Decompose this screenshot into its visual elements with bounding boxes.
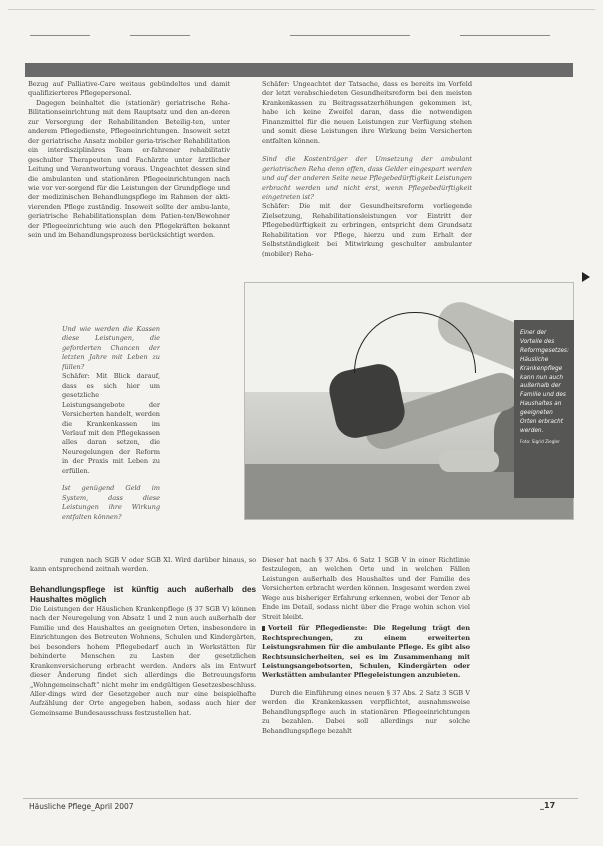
photo-credit: Foto: Sigrid Ziegler — [520, 438, 560, 444]
header-rules — [30, 35, 570, 37]
bullet-icon — [262, 626, 265, 631]
top-rule — [8, 9, 595, 10]
answer: Schäfer: Die mit der Gesundheitsreform vorliegende Zielsetzung, Rehabilitationsleistungen vor Eintritt der Pflegebedürftigkeit zu erbringen, entspricht dem Grundsatz Rehabilitation vor Pflege, hierzu und zum Erhalt der Selbstständigkeit bei Mitwirkung geschulter ambulanter (mobiler) Reha- — [262, 202, 472, 258]
footer-publication: Häusliche Pflege_April 2007 — [29, 802, 134, 811]
paragraph: Dieser hat nach § 37 Abs. 6 Satz 1 SGB V in einer Richtlinie festzulegen, an welchen Orte und in welchen Fällen Leistungen außerhalb des Haushaltes und der Familie des Versicherten erbracht werden können. Insgesamt werden zwei Wege aus bisheriger Erfahrung erkennen, wobei der Tenor ab Ende im Detail, sodass nicht über die Frage wohin schon viel Streit bleibt. — [262, 556, 470, 621]
column-a-interview — [62, 325, 160, 521]
photo-caption — [520, 329, 570, 447]
question: Und wie werden die Kassen diese Leistungen, die geforderten Chancen der letzten Jahre mit Leben zu füllen? — [62, 325, 160, 371]
caption-text: Einer der Vorteile des Reformgesetzes: Häusliche Krankenpflege kann nun auch außerhalb der Familie und des Haushaltes an geeigneten Orten erbracht werden. — [520, 330, 569, 434]
column-b-upper — [262, 80, 472, 280]
continue-arrow-icon — [582, 272, 590, 282]
page-number: _17 — [540, 801, 556, 810]
answer: Schäfer: Ungeachtet der Tatsache, dass es bereits im Vorfeld der letzt verabschiedeten Gesundheitsreform bei den meisten Krankenkassen zu Beitragssatzerhöhungen gekommen ist, habe ich keine Zweifel daran, dass die notwendigen Finanzmittel für die neuen Leistungen zur Verfügung stehen und somit diese Leistungen ihre Wirkung beim Versicherten entfalten können. — [262, 80, 472, 145]
column-a-lower — [30, 556, 256, 796]
question: Sind die Kostenträger der Umsetzung der ambulant geriatrischen Reha denn offen, dass Gelder eingespart werden und auf der anderen Seite neue Pflegebedürftigkeit Leistungen erbracht werden und nicht erst, wenn Pflegebedürftigkeit eingetreten ist? — [262, 155, 472, 201]
section-heading: Behandlungspflege ist künftig auch außerhalb des Haushaltes möglich — [30, 584, 256, 604]
header-band — [25, 63, 573, 77]
column-b-lower — [262, 556, 470, 796]
paragraph: Dagegen beinhaltet die (stationär) geriatrische Reha-Bilitationseinrichtung mit dem Rauptsatz und den an-deren zur Versorgung der Rehabilitanden Beteilig-ten, unter anderem Pflegedienste, Pflegeeinrichtungen. Insoweit setzt der geriatrische Ansatz mobiler geria-trischer Rehabilitation ein interdisziplinäres Team er-fahrener rehabilitativ geschulter Therapeuten und Fachärzte unter ärztlicher Leitung und Verantwortung voraus. Ungeachtet dessen sind die ambulanten und stationären Pflegeeinrichtungen nach wie vor ver-sorgend für die Leistungen der Grundpflege und der medizinischen Behandlungspflege im Rahmen der akti-vierenden Pflege zuständig. Insoweit sollte der ambu-lante, geriatrische Rehabilitationsplan dem Patien-ten/Bewohner der Pflegeeinrichtung wie auch den Pflegekräften bekannt sein und im Behandlungsprozess berücksichtigt werden. — [28, 98, 230, 240]
paragraph: Bezug auf Palliative-Care weitaus gebündeltes und damit qualifizierteres Pflegepersonal. — [28, 80, 230, 98]
footer-rule — [23, 798, 578, 799]
question: Ist genügend Geld im System, dass diese Leistungen ihre Wirkung entfalten können? — [62, 484, 160, 521]
bullet-item: Vorteil für Pflegedienste: Die Regelung trägt den Rechtsprechungen, zu einem erweiterten Leistungsrahmen für die ambulante Pflege. Es gibt also Rechtsunsicherheiten, sei es im Zusammenhang mit Leistungsangebotsorten, Schulen, Kindergärten oder Werkstätten ambulanter Pflegeleistungen anzubieten. — [262, 624, 470, 680]
paragraph: rungen nach SGB V oder SGB XI. Wird darüber hinaus, so kann entsprechend zeitnah werden. — [30, 556, 256, 574]
paragraph: Durch die Einführung eines neuen § 37 Abs. 2 Satz 3 SGB V werden die Krankenkassen verpflichtet, ausnahmsweise Behandlungspflege auch in stationären Pflegeeinrichtungen zu bezahlen. Dabei soll allerdings nur solche Behandlungspflege bezahlt — [262, 688, 470, 735]
paragraph: Die Leistungen der Häuslichen Krankenpflege (§ 37 SGB V) können nach der Neuregelung von Absatz 1 und 2 nun auch außerhalb der Familie und des Haushaltes an geeigneten Orten, insbesondere in Einrichtungen des Betreuten Wohnens, Schulen und Kindergärten, bei besonders hohem Pflegebedarf auch in Werkstätten für behinderte Menschen zu Lasten der gesetzlichen Krankenversicherung erbracht werden. Anders als im Entwurf dieser Änderung findet sich allerdings die Betreuungsform „Wohngemeinschaft“ nicht mehr im endgültigen Gesetzesbeschluss. Aller-dings wird der Gesetzgeber auch nur eine beispielhafte Aufzählung der Orte angegeben haben, sodass auch hier der Gemeinsame Bundesausschuss festzustellen hat. — [30, 604, 256, 717]
column-a-upper — [28, 80, 230, 318]
answer: Schäfer: Mit Blick darauf, dass es sich hier um gesetzliche Leistungsangebote der Versicherten handelt, werden die Krankenkassen im Verlauf mit den Pflegekassen alles daran setzen, die Neuregelungen der Reform in der Praxis mit Leben zu erfüllen. — [62, 372, 160, 475]
